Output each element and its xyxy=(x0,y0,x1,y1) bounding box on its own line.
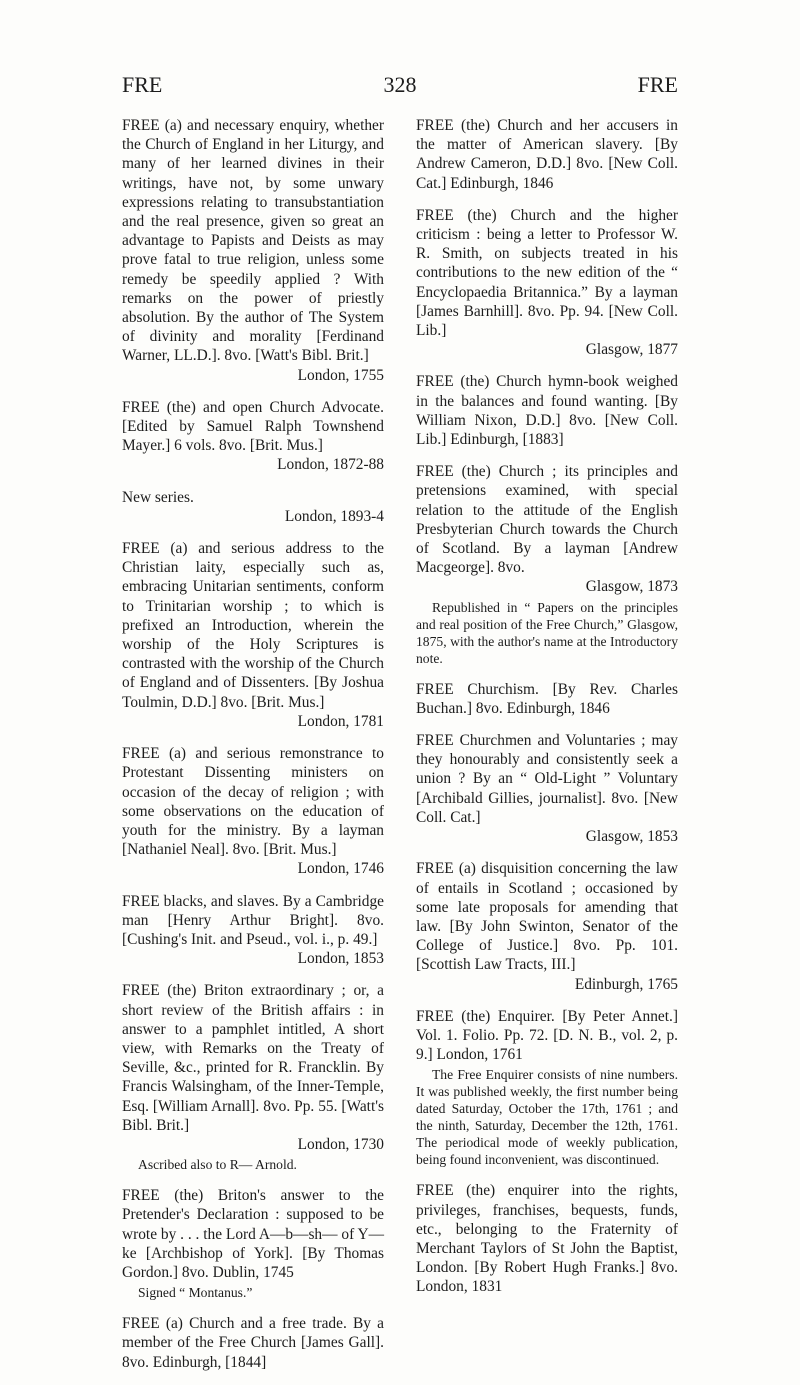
entry-text: FREE (a) and serious remonstrance to Protestant Dissenting ministers on occasion of the decay of religion ; with some observations on the education of youth for the ministry. By a layman [Nathaniel Neal]. 8vo. [Brit. Mus.] xyxy=(122,745,384,859)
right-column xyxy=(416,116,678,1310)
bibliography-entry xyxy=(122,744,384,878)
running-head-left: FRE xyxy=(122,72,163,97)
bibliography-entry xyxy=(122,539,384,731)
entry-text: FREE (the) Church and the higher criticism : being a letter to Professor W. R. Smith, on subjects treated in his contributions to the new edition of the “ Encyclopaedia Britannica.” By a layman [James Barnhill]. 8vo. Pp. 94. [New Coll. Lib.] xyxy=(416,206,678,340)
entry-imprint: Glasgow, 1853 xyxy=(585,828,678,846)
entry-text: FREE (the) and open Church Advocate. [Edited by Samuel Ralph Townshend Mayer.] 6 vols. 8vo. [Brit. Mus.] xyxy=(122,398,384,455)
entry-text: FREE blacks, and slaves. By a Cambridge man [Henry Arthur Bright]. 8vo. [Cushing's Init. and Pseud., vol. i., p. 49.] xyxy=(122,892,384,948)
entry-note: Republished in “ Papers on the principles and real position of the Free Church,” Glasgow, 1875, with the author's name at the Introductory note. xyxy=(416,599,678,666)
entry-imprint: London, 1872-88 xyxy=(277,456,384,474)
left-column xyxy=(122,116,384,1385)
entry-text: FREE (the) enquirer into the rights, privileges, franchises, bequests, funds, etc., belonging to the Fraternity of Merchant Taylors of St John the Baptist, London. [By Robert Hugh Franks.] 8vo. London, 1831 xyxy=(416,1182,678,1296)
bibliography-entry xyxy=(416,859,678,993)
page-number: 328 xyxy=(383,72,417,97)
entry-text: FREE (the) Church hymn-book weighed in the balances and found wanting. [By William Nixon, D.D.] 8vo. [New Coll. Lib.] Edinburgh, [1883] xyxy=(416,373,678,449)
entry-text: FREE (a) and serious address to the Christian laity, especially such as, embracing Unitarian sentiments, conform to Trinitarian worship ; to which is prefixed an Introduction, wherein the worship of the Holy Scriptures is contrasted with the worship of the Church of England and of Dissenters. [By Joshua Toulmin, D.D.] 8vo. [Brit. Mus.] xyxy=(122,540,384,711)
bibliography-entry xyxy=(122,892,384,969)
bibliography-entry xyxy=(122,1186,384,1301)
bibliography-entry xyxy=(122,981,384,1173)
entry-text: FREE (the) Briton extraordinary ; or, a short review of the British affairs : in answer to a pamphlet intitled, A short view, with Remarks on the Treaty of Seville, &c., printed for R. Francklin. By Francis Walsingham, of the Inner-Temple, Esq. [William Arnall]. 8vo. Pp. 55. [Watt's Bibl. Brit.] xyxy=(122,982,384,1134)
bibliography-entry xyxy=(416,462,678,666)
entry-imprint: London, 1781 xyxy=(297,712,384,730)
bibliography-entry xyxy=(122,116,384,385)
bibliography-entry xyxy=(416,372,678,449)
entry-note: Ascribed also to R— Arnold. xyxy=(138,1157,297,1173)
entry-imprint: London, 1755 xyxy=(297,366,384,384)
bibliography-entry xyxy=(122,1314,384,1372)
entry-imprint: London, 1893-4 xyxy=(284,507,384,525)
bibliography-entry xyxy=(416,680,678,718)
entry-imprint: London, 1730 xyxy=(297,1135,384,1153)
entry-text: FREE (the) Enquirer. [By Peter Annet.] Vol. 1. Folio. Pp. 72. [D. N. B., vol. 2, p. 9.] London, 1761 xyxy=(416,1007,678,1064)
entry-imprint: Glasgow, 1873 xyxy=(585,578,678,596)
bibliography-entry xyxy=(416,1007,678,1169)
entry-note: Signed “ Montanus.” xyxy=(138,1285,253,1301)
entry-text: FREE (a) disquisition concerning the law of entails in Scotland ; occasioned by some late proposals for amending that law. [By John Swinton, Senator of the College of Justice.] 8vo. Pp. 101. [Scottish Law Tracts, III.] xyxy=(416,860,678,974)
running-head-right: FRE xyxy=(637,72,678,97)
bibliography-entry xyxy=(416,731,678,846)
entry-text: FREE (the) Church and her accusers in the matter of American slavery. [By Andrew Cameron, D.D.] 8vo. [New Coll. Cat.] Edinburgh, 1846 xyxy=(416,117,678,192)
entry-note: The Free Enquirer consists of nine numbers. It was published weekly, the first number being dated Saturday, October the 17th, 1761 ; and the ninth, Saturday, December the 12th, 1761. The periodical mode of weekly publication, being found inconvenient, was discontinued. xyxy=(416,1067,678,1168)
bibliography-entry xyxy=(416,1181,678,1296)
entry-imprint: Edinburgh, 1765 xyxy=(574,975,678,993)
bibliography-entry xyxy=(416,116,678,193)
entry-text: FREE (a) Church and a free trade. By a member of the Free Church [James Gall]. 8vo. Edinburgh, [1844] xyxy=(122,1315,384,1371)
entry-imprint: London, 1746 xyxy=(297,860,384,878)
entry-text: FREE (the) Briton's answer to the Pretender's Declaration : supposed to be wrote by . . . the Lord A—b—sh— of Y—ke [Archbishop of York]. [By Thomas Gordon.] 8vo. Dublin, 1745 xyxy=(122,1187,384,1281)
entry-text: FREE (the) Church ; its principles and pretensions examined, with special relation to the attitude of the English Presbyterian Church towards the Church of Scotland. By a layman [Andrew Macgeorge]. 8vo. xyxy=(416,463,678,577)
entry-text: New series. xyxy=(122,488,194,506)
bibliography-entry xyxy=(122,488,384,526)
entry-text: FREE Churchism. [By Rev. Charles Buchan.] 8vo. Edinburgh, 1846 xyxy=(416,680,678,717)
bibliography-entry xyxy=(122,398,384,475)
bibliography-entry xyxy=(416,206,678,360)
page-header xyxy=(122,72,678,102)
entry-text: FREE Churchmen and Voluntaries ; may they honourably and consistently seek a union ? By an “ Old-Light ” Voluntary [Archibald Gillies, journalist]. 8vo. [New Coll. Cat.] xyxy=(416,732,678,826)
entry-text: FREE (a) and necessary enquiry, whether the Church of England in her Liturgy, and many of her learned divines in their writings, have not, by some unwary expressions relating to transubstantiation and the real presence, given so great an advantage to Papists and Deists as may prove fatal to true religion, unless some remedy be speedily applied ? With remarks on the power of priestly absolution. By the author of The System of divinity and morality [Ferdinand Warner, LL.D.]. 8vo. [Watt's Bibl. Brit.] xyxy=(122,117,384,365)
entry-imprint: London, 1853 xyxy=(297,950,384,968)
entry-imprint: Glasgow, 1877 xyxy=(585,341,678,359)
